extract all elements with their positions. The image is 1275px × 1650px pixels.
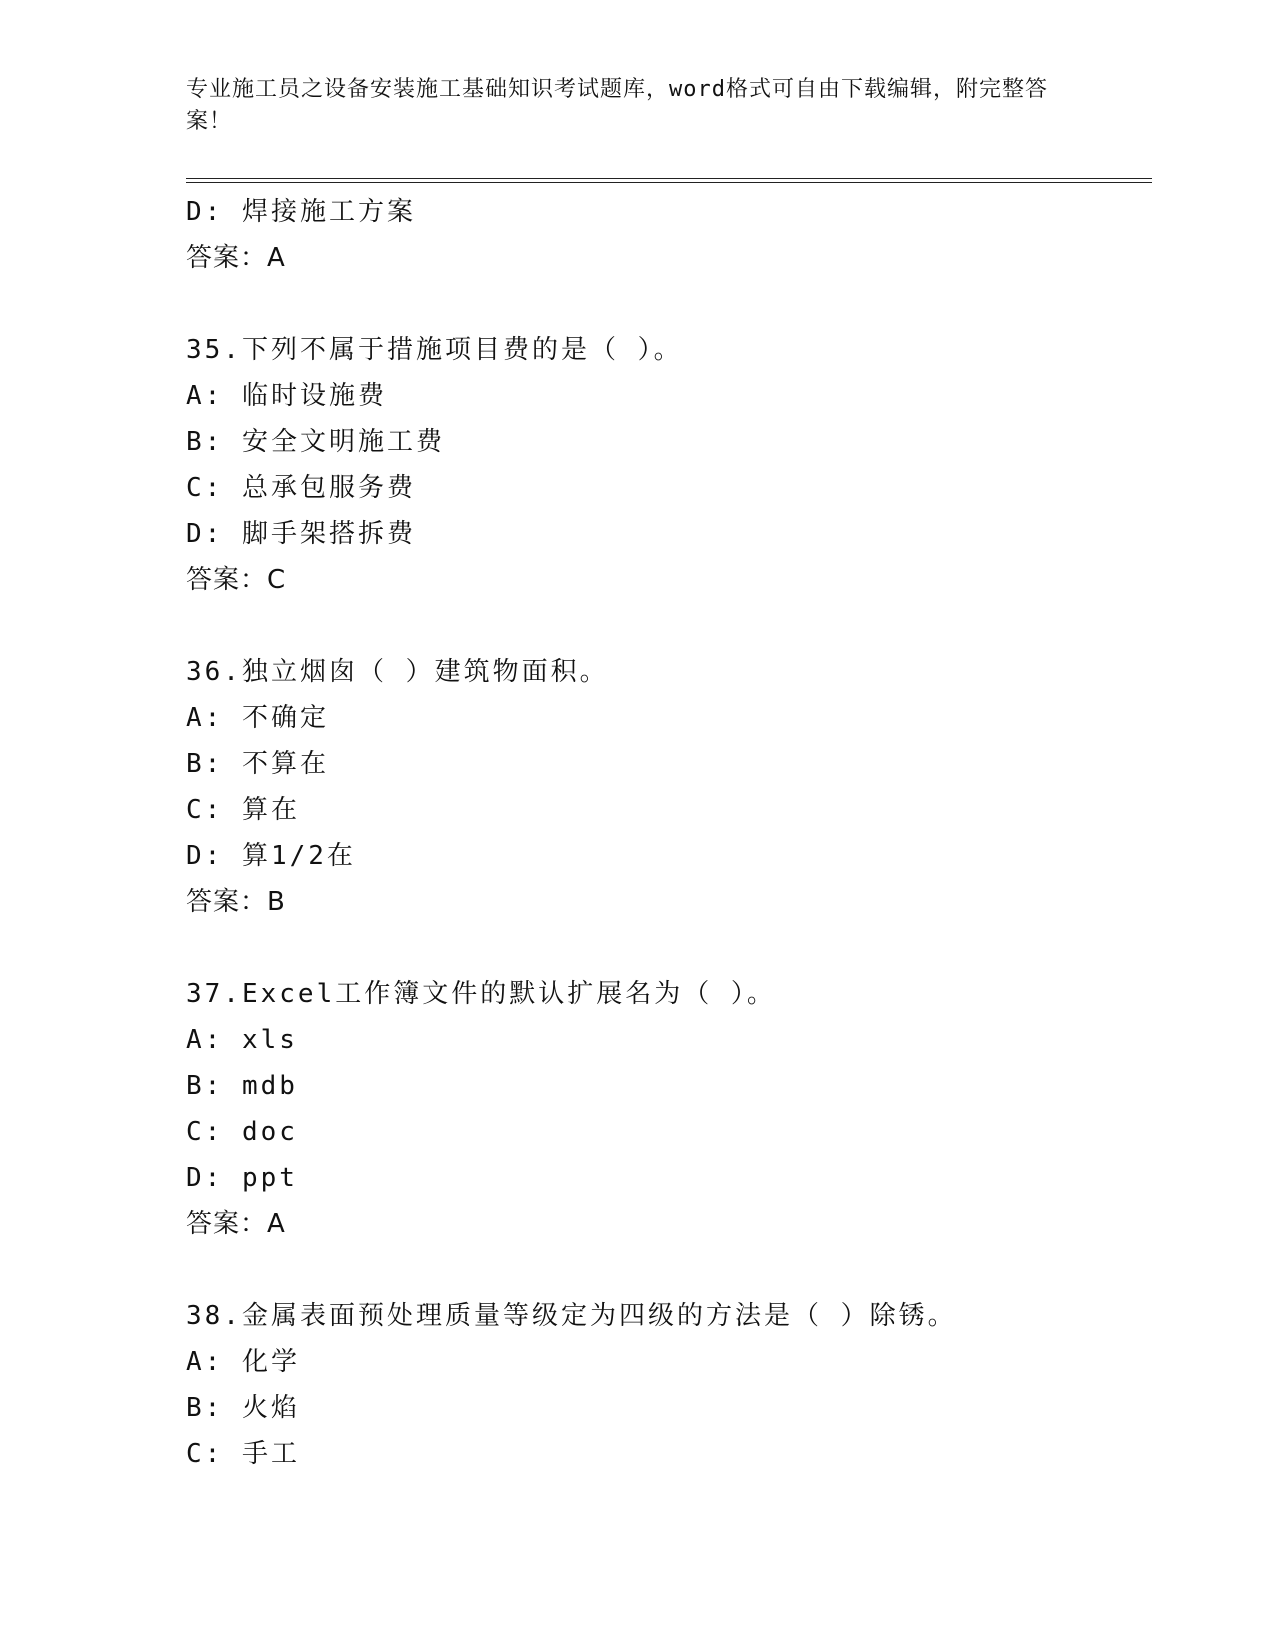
option-b: B: 不算在 [186,749,329,779]
option-d: D: 算1/2在 [186,841,356,871]
option-a: A: 不确定 [186,703,329,733]
answer-line: 答案：A [186,1209,286,1239]
question-38 [186,1293,1146,1477]
option-a: A: 化学 [186,1347,300,1377]
option-c: C: doc [186,1117,298,1147]
option-a: A: xls [186,1025,298,1055]
answer-line: 答案：C [186,565,287,595]
option-c: C: 算在 [186,795,300,825]
question-stem: 35.下列不属于措施项目费的是（ ）。 [186,335,683,365]
answer-line: 答案：B [186,887,286,917]
option-a: A: 临时设施费 [186,381,387,411]
option-c: C: 手工 [186,1439,300,1469]
header-divider [186,178,1152,183]
question-stem: 36.独立烟囱（ ）建筑物面积。 [186,657,609,687]
option-c: C: 总承包服务费 [186,473,416,503]
option-b: B: 火焰 [186,1393,300,1423]
answer-line: 答案：A [186,243,286,273]
option-d: D: ppt [186,1163,298,1193]
option-d: D: 脚手架搭拆费 [186,519,416,549]
question-stem: 38.金属表面预处理质量等级定为四级的方法是（ ）除锈。 [186,1301,957,1331]
question-36 [186,649,1146,925]
document-header: 专业施工员之设备安装施工基础知识考试题库，word格式可自由下载编辑，附完整答案！ [186,77,1048,134]
question-stem: 37.Excel工作簿文件的默认扩展名为（ ）。 [186,979,776,1009]
option-b: B: 安全文明施工费 [186,427,445,457]
question-37 [186,971,1146,1247]
option-b: B: mdb [186,1071,298,1101]
question-35 [186,327,1146,603]
option-d: D: 焊接施工方案 [186,197,416,227]
question-list [186,189,1146,1477]
